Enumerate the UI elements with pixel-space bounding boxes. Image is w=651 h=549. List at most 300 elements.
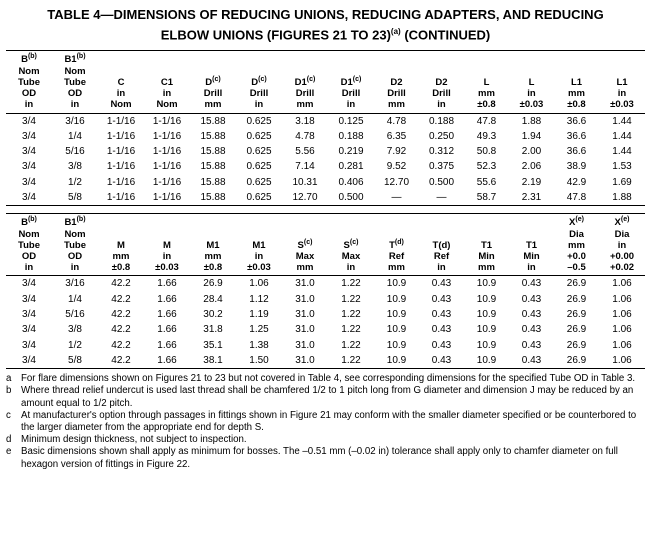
table-cell: 1.25 <box>249 324 269 336</box>
column-header <box>236 51 282 113</box>
table-cell: 1-1/16 <box>106 191 136 203</box>
header-line: Nom <box>18 228 40 240</box>
column-header <box>374 51 419 113</box>
table-cell: 10.9 <box>476 293 497 305</box>
header-line <box>510 54 553 65</box>
table-cell: 0.188 <box>428 115 455 127</box>
table-cell: 10.31 <box>292 176 318 188</box>
table-cell: 0.375 <box>428 161 455 173</box>
column-header <box>144 51 190 113</box>
column-header <box>190 51 236 113</box>
table-cell: 1-1/16 <box>152 161 182 173</box>
footnote-text: For flare dimensions shown on Figures 21 to 23 but not covered in Table 4, see corresponding dimensions for the specified Tube OD in Table 3. <box>21 373 636 385</box>
table-cell: 1.06 <box>612 339 632 351</box>
table-cell: 6.35 <box>386 130 407 142</box>
table-cell: 26.9 <box>566 278 587 290</box>
table-row <box>6 190 645 206</box>
title-line-2-text: ELBOW UNIONS (FIGURES 21 TO 23) <box>160 27 391 43</box>
footnote-item <box>6 446 643 470</box>
header-line <box>600 66 644 77</box>
table-cell: 3/4 <box>22 161 36 173</box>
header-symbol: L1 <box>616 76 628 88</box>
table-cell: 3/4 <box>22 278 36 290</box>
header-line: ±0.8 <box>477 99 496 111</box>
table-cell: 0.43 <box>431 309 452 321</box>
header-line <box>191 51 235 62</box>
table-cell: 1.19 <box>249 309 269 321</box>
table-cell: 0.625 <box>246 115 272 127</box>
table-cell: 1.06 <box>249 278 269 290</box>
table-cell: 0.625 <box>246 161 272 173</box>
table-cell: 1.12 <box>249 293 269 305</box>
header-line: OD <box>67 88 83 100</box>
header-line <box>7 214 51 228</box>
header-symbol: L <box>483 76 490 88</box>
header-footnote-ref: (e) <box>620 216 630 224</box>
table-cell: — <box>436 191 447 203</box>
table-cell: 3/4 <box>22 324 36 336</box>
header-line <box>375 77 418 88</box>
header-line: Tube <box>64 76 86 88</box>
table-cell: 1.06 <box>612 278 632 290</box>
header-line <box>145 66 189 77</box>
header-line: +0.02 <box>609 262 635 274</box>
header-line: OD <box>21 88 37 100</box>
table-cell: 1.22 <box>341 278 361 290</box>
table-cell: 10.9 <box>476 354 497 366</box>
header-line: mm <box>296 262 314 274</box>
table-cell: 15.88 <box>200 130 226 142</box>
column-header <box>599 214 645 276</box>
table-cell: 55.6 <box>476 176 497 188</box>
header-footnote-ref: (c) <box>212 75 221 83</box>
table-cell: 31.0 <box>295 339 315 351</box>
header-symbol: B1 <box>64 54 77 66</box>
column-header <box>554 51 599 113</box>
header-line: Max <box>341 251 361 263</box>
table-cell: 0.43 <box>521 278 542 290</box>
header-line <box>465 229 508 240</box>
header-line <box>465 77 508 88</box>
header-line <box>145 240 189 251</box>
table-cell: 4.78 <box>295 130 315 142</box>
header-line <box>283 51 327 62</box>
header-line <box>191 240 235 251</box>
header-symbol: L <box>528 76 535 88</box>
header-line <box>510 77 553 88</box>
table-cell: 1.66 <box>157 354 177 366</box>
table-cell: 1-1/16 <box>152 130 182 142</box>
table-cell: 3/4 <box>22 309 36 321</box>
column-header <box>144 214 190 276</box>
table-cell: 10.9 <box>476 339 497 351</box>
header-line: +0.00 <box>609 251 635 263</box>
footnote-item <box>6 385 643 409</box>
header-line: Drill <box>387 88 406 100</box>
table-row <box>6 113 645 129</box>
header-line: in <box>24 262 34 274</box>
header-line <box>465 54 508 65</box>
header-line: in <box>346 262 356 274</box>
header-symbol: D1 <box>294 76 307 88</box>
table-cell: 0.43 <box>431 293 452 305</box>
table-cell: 58.7 <box>476 191 497 203</box>
table-cell: 1.06 <box>612 354 632 366</box>
header-line: Drill <box>432 88 451 100</box>
table-cell: 0.406 <box>338 176 364 188</box>
table-cell: 15.88 <box>200 161 226 173</box>
header-symbol: L1 <box>570 76 583 88</box>
header-symbol: B <box>21 217 28 229</box>
table-cell: 1.22 <box>341 354 361 366</box>
table-cell: 10.9 <box>386 309 407 321</box>
table-row <box>6 144 645 159</box>
header-line <box>600 54 644 65</box>
table-cell: 1.22 <box>341 293 361 305</box>
column-header <box>599 51 645 113</box>
header-line: mm <box>112 251 130 263</box>
column-header <box>509 51 554 113</box>
header-line: Min <box>478 251 495 263</box>
table-cell: 42.2 <box>111 278 131 290</box>
table-cell: 47.8 <box>566 191 587 203</box>
header-line: in <box>254 99 264 111</box>
table-cell: 1-1/16 <box>152 146 182 158</box>
table-cell: 0.500 <box>338 191 364 203</box>
header-symbol: D <box>205 76 213 88</box>
header-line: Drill <box>249 88 269 100</box>
header-line <box>510 66 553 77</box>
table-cell: 5/8 <box>68 354 82 366</box>
header-line: in <box>24 99 34 111</box>
table-cell: 3/4 <box>22 339 36 351</box>
table-cell: 3/4 <box>22 191 36 203</box>
header-line: Tube <box>18 239 40 251</box>
column-header <box>98 51 144 113</box>
header-line <box>420 217 463 228</box>
header-line: in <box>116 88 126 100</box>
table-cell: 1-1/16 <box>106 130 136 142</box>
table-cell: 7.14 <box>295 161 315 173</box>
table-cell: 42.2 <box>111 293 131 305</box>
header-line <box>283 214 327 225</box>
footnote-key: b <box>6 385 12 397</box>
header-line: in <box>617 239 627 251</box>
table-title <box>0 0 651 43</box>
table-cell: 31.0 <box>295 309 315 321</box>
header-line <box>420 229 463 240</box>
header-footnote-ref: (e) <box>575 216 584 224</box>
table-cell: 15.88 <box>200 146 226 158</box>
header-line <box>145 217 189 228</box>
header-line: Nom <box>156 99 178 111</box>
table-cell: 26.9 <box>566 324 587 336</box>
title-footnote-ref: (a) <box>390 27 401 36</box>
table-cell: 3/4 <box>22 146 36 158</box>
header-line: in <box>346 99 356 111</box>
header-line: in <box>70 99 80 111</box>
header-line: in <box>162 88 172 100</box>
table-cell: 1.22 <box>341 324 361 336</box>
header-line <box>191 74 235 88</box>
table-cell: 15.88 <box>200 191 226 203</box>
header-line: Ref <box>388 251 405 263</box>
header-line <box>53 51 97 65</box>
header-line: ±0.03 <box>247 262 271 274</box>
table-cell: 26.9 <box>566 339 587 351</box>
title-line-2 <box>0 23 651 43</box>
table-row <box>6 307 645 322</box>
title-line-2-suffix: (CONTINUED) <box>400 27 491 43</box>
column-header <box>6 51 52 113</box>
table-cell: 1.38 <box>249 339 269 351</box>
header-line: Tube <box>64 239 86 251</box>
header-line: Min <box>523 251 540 263</box>
header-line: ±0.03 <box>155 262 179 274</box>
header-line <box>555 77 598 88</box>
table-cell: 0.188 <box>338 130 364 142</box>
header-symbol: M1 <box>252 239 266 251</box>
table-cell: 0.625 <box>246 130 272 142</box>
table-cell: 42.9 <box>566 176 587 188</box>
header-line: Nom <box>110 99 132 111</box>
table-cell: 0.43 <box>431 354 452 366</box>
header-footnote-ref: (c) <box>352 75 362 83</box>
footnotes <box>6 373 643 471</box>
header-line: mm <box>388 262 405 274</box>
table-cell: 0.625 <box>246 146 272 158</box>
header-line: ±0.03 <box>519 99 544 111</box>
table-cell: 1-1/16 <box>106 115 136 127</box>
table-cell: 15.88 <box>200 115 226 127</box>
header-symbol: T <box>389 239 395 251</box>
header-line <box>510 217 553 228</box>
table-cell: 12.70 <box>292 191 318 203</box>
table-cell: 30.2 <box>203 309 223 321</box>
table-cell: — <box>391 191 402 203</box>
header-symbol: M <box>117 239 125 251</box>
table-cell: 0.250 <box>428 130 455 142</box>
table-cell: 0.500 <box>428 176 455 188</box>
table-cell: 2.19 <box>521 176 542 188</box>
header-line: –0.5 <box>567 262 586 274</box>
table-cell: 1.22 <box>341 309 361 321</box>
table-cell: 0.43 <box>521 309 542 321</box>
table-cell: 0.125 <box>338 115 364 127</box>
header-line: in <box>162 251 172 263</box>
table-cell: 50.8 <box>476 146 497 158</box>
header-line <box>237 74 281 88</box>
column-header <box>328 51 374 113</box>
header-line <box>375 66 418 77</box>
header-footnote-ref: (b) <box>27 216 37 224</box>
header-line <box>510 229 553 240</box>
header-line <box>465 217 508 228</box>
header-line: Drill <box>341 88 361 100</box>
table-cell: 26.9 <box>203 278 223 290</box>
header-line: Max <box>295 251 315 263</box>
table-cell: 31.0 <box>295 293 315 305</box>
header-line <box>99 217 143 228</box>
table-cell: 1.66 <box>157 293 177 305</box>
footnote-key: e <box>6 446 12 458</box>
table-cell: 0.43 <box>431 339 452 351</box>
table-cell: 1/2 <box>68 339 82 351</box>
table-cell: 1.06 <box>612 324 632 336</box>
table-cell: 1.66 <box>157 309 177 321</box>
table-cell: 0.43 <box>521 354 542 366</box>
table-cell: 3.18 <box>295 115 315 127</box>
header-symbol: X <box>614 217 621 229</box>
header-line: mm <box>478 88 495 100</box>
header-line <box>555 54 598 65</box>
column-header <box>6 214 52 276</box>
header-line: mm <box>204 251 222 263</box>
table-cell: 10.9 <box>476 324 497 336</box>
dimensions-table-1 <box>6 50 645 206</box>
header-symbol: T1 <box>480 239 493 251</box>
header-symbol: T1 <box>525 239 538 251</box>
table-cell: 0.43 <box>521 339 542 351</box>
header-line: in <box>254 251 264 263</box>
table-cell: 3/4 <box>22 130 36 142</box>
header-line <box>237 51 281 62</box>
header-line: Nom <box>64 228 86 240</box>
header-symbol: X <box>569 217 576 229</box>
table-cell: 1.66 <box>157 339 177 351</box>
table-cell: 0.43 <box>521 293 542 305</box>
table-cell: 2.00 <box>521 146 542 158</box>
header-symbol: D1 <box>340 76 353 88</box>
table-cell: 36.6 <box>566 130 587 142</box>
header-line: mm <box>568 239 585 251</box>
table-cell: 31.0 <box>295 324 315 336</box>
footnote-item <box>6 373 643 385</box>
table-cell: 35.1 <box>203 339 223 351</box>
table-cell: 5/16 <box>65 146 85 158</box>
header-line <box>600 77 644 88</box>
header-footnote-ref: (b) <box>76 53 86 61</box>
column-header <box>98 214 144 276</box>
header-line: Drill <box>203 88 223 100</box>
header-symbol: D <box>251 76 259 88</box>
table-cell: 3/8 <box>68 324 82 336</box>
header-footnote-ref: (c) <box>306 75 316 83</box>
header-line: in <box>617 88 627 100</box>
header-line <box>237 229 281 240</box>
table-cell: 1.44 <box>612 146 632 158</box>
header-line <box>375 54 418 65</box>
column-header <box>282 51 328 113</box>
column-header <box>328 214 374 276</box>
table-cell: 1-1/16 <box>106 176 136 188</box>
table-cell: 47.8 <box>476 115 497 127</box>
header-footnote-ref: (c) <box>303 238 313 246</box>
table-cell: 42.2 <box>111 324 131 336</box>
table-row <box>6 322 645 337</box>
header-line: in <box>437 99 446 111</box>
table-cell: 2.31 <box>521 191 542 203</box>
table-cell: 3/16 <box>65 278 85 290</box>
header-line: ±0.8 <box>567 99 586 111</box>
table-cell: 1.88 <box>521 115 542 127</box>
table-cell: 1.88 <box>612 191 632 203</box>
header-line: Nom <box>64 65 86 77</box>
header-line: in <box>70 262 80 274</box>
table-cell: 1.06 <box>612 309 632 321</box>
table-cell: 1-1/16 <box>106 161 136 173</box>
table-cell: 9.52 <box>386 161 407 173</box>
header-line: mm <box>568 88 585 100</box>
footnote-item <box>6 410 643 434</box>
table-cell: 31.0 <box>295 278 315 290</box>
table-cell: 52.3 <box>476 161 497 173</box>
table-1-body <box>6 113 645 206</box>
table-cell: 10.9 <box>476 278 497 290</box>
header-line <box>465 66 508 77</box>
header-line <box>99 240 143 251</box>
column-header <box>554 214 599 276</box>
table-cell: 10.9 <box>386 278 407 290</box>
column-header <box>52 214 98 276</box>
table-cell: 49.3 <box>476 130 497 142</box>
header-line <box>510 240 553 251</box>
header-line <box>145 54 189 65</box>
header-line <box>237 240 281 251</box>
table-cell: 36.6 <box>566 146 587 158</box>
header-line <box>465 240 508 251</box>
column-header <box>419 214 464 276</box>
table-cell: 1/4 <box>68 293 82 305</box>
header-line <box>283 63 327 74</box>
table-cell: 3/4 <box>22 293 36 305</box>
header-symbol: C <box>117 76 125 88</box>
header-line <box>329 225 373 236</box>
table-cell: 0.312 <box>428 146 455 158</box>
table-cell: 31.0 <box>295 354 315 366</box>
footnote-text: Basic dimensions shown shall apply as minimum for bosses. The –0.51 mm (–0.02 in) tolerance shall apply only to chamfer diameter on full hexagon version of fittings in Figure 22. <box>21 446 618 470</box>
table-cell: 3/4 <box>22 115 36 127</box>
header-line <box>375 225 418 236</box>
table-cell: 0.625 <box>246 191 272 203</box>
table-cell: 1.69 <box>612 176 632 188</box>
header-line <box>237 63 281 74</box>
header-line <box>283 225 327 236</box>
table-cell: 0.43 <box>521 324 542 336</box>
header-line <box>283 74 327 88</box>
header-line <box>329 63 373 74</box>
table-cell: 0.43 <box>431 278 452 290</box>
header-line <box>7 51 51 65</box>
header-line: Dia <box>614 228 630 240</box>
table-cell: 42.2 <box>111 309 131 321</box>
table-cell: 0.219 <box>338 146 364 158</box>
table-cell: 0.625 <box>246 176 272 188</box>
table-row <box>6 175 645 190</box>
table-cell: 7.92 <box>386 146 407 158</box>
table-cell: 1.50 <box>249 354 269 366</box>
footnote-key: c <box>6 409 11 421</box>
table-cell: 12.70 <box>383 176 410 188</box>
table-cell: 3/4 <box>22 176 36 188</box>
header-line: mm <box>296 99 314 111</box>
table-cell: 36.6 <box>566 115 587 127</box>
header-line: +0.0 <box>567 251 586 263</box>
header-line: OD <box>21 251 37 263</box>
table-cell: 38.9 <box>566 161 587 173</box>
table-cell: 1.53 <box>612 161 632 173</box>
header-line <box>555 66 598 77</box>
